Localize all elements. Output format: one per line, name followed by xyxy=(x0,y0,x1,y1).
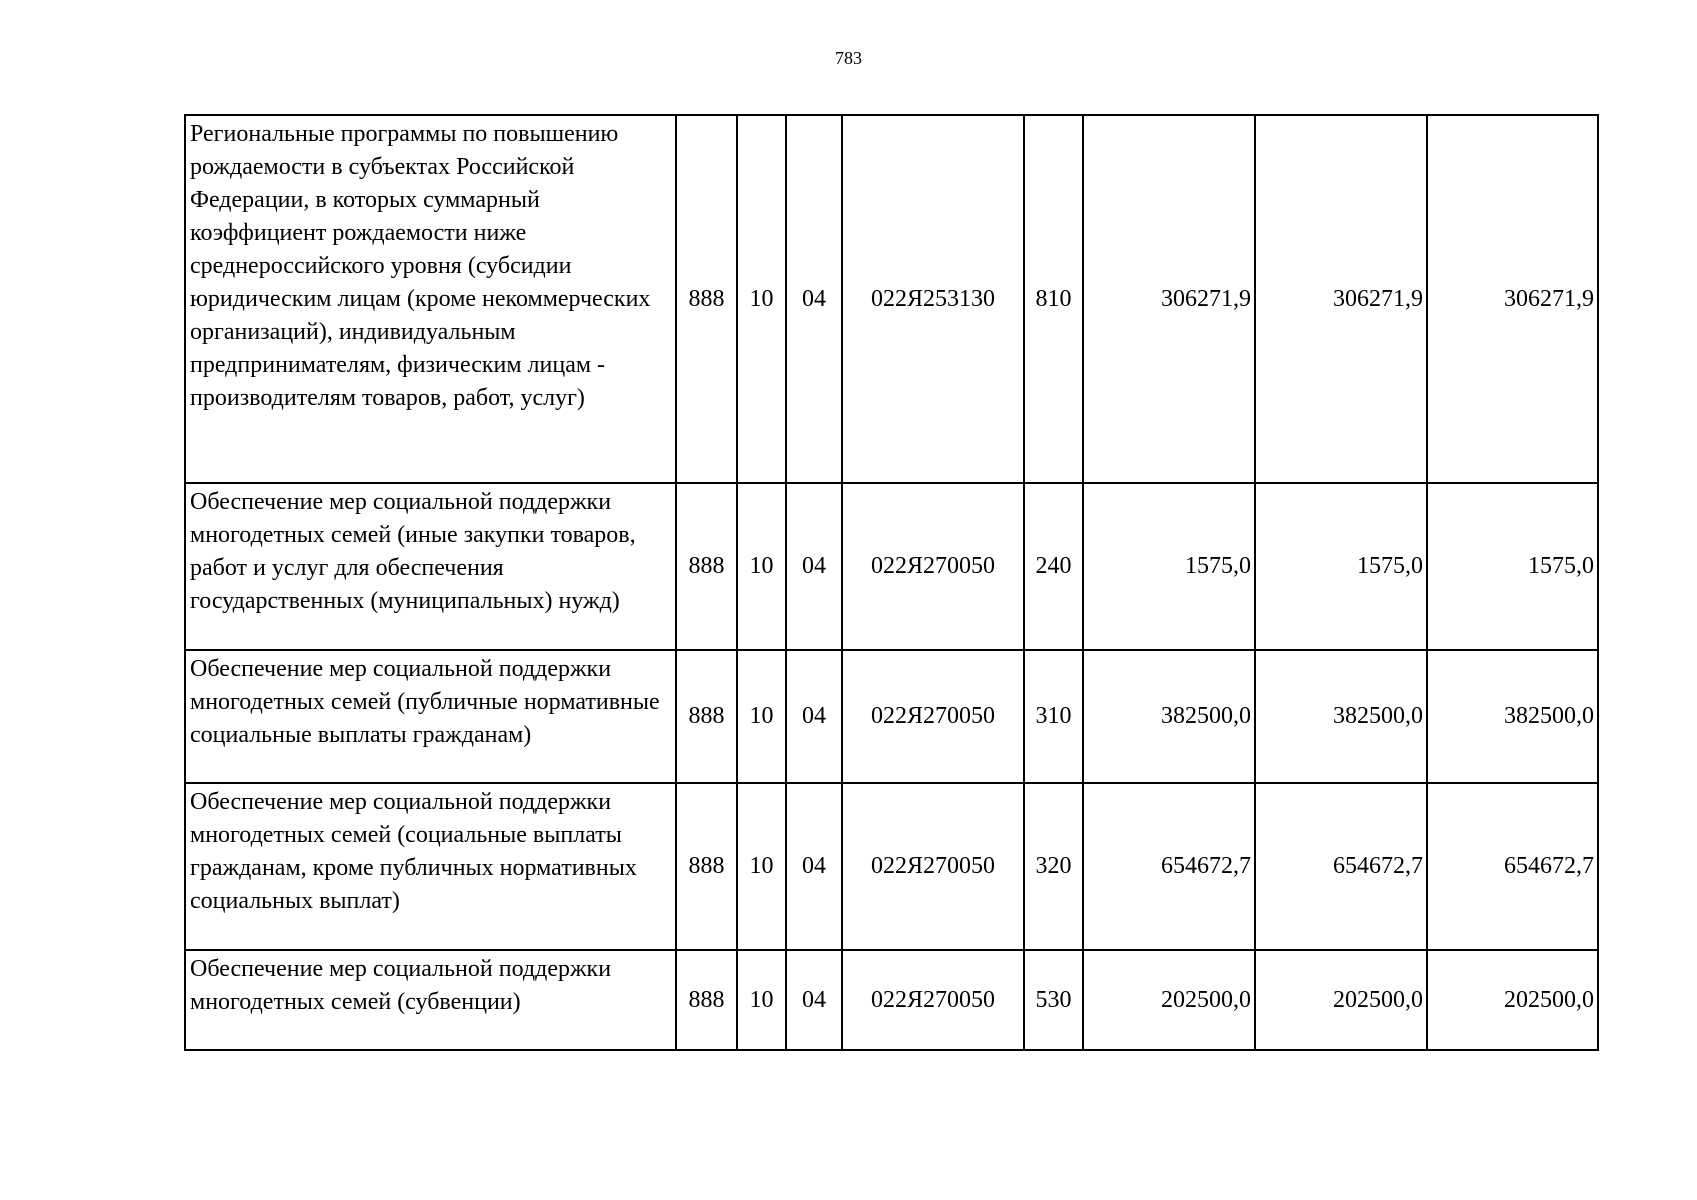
section-code-cell: 10 xyxy=(737,115,786,483)
table-row xyxy=(185,950,1598,1050)
section-code-cell: 10 xyxy=(737,483,786,650)
target-article-cell: 022Я253130 xyxy=(842,115,1024,483)
target-article-cell: 022Я270050 xyxy=(842,950,1024,1050)
expense-type-cell: 310 xyxy=(1024,650,1083,783)
target-article-cell: 022Я270050 xyxy=(842,650,1024,783)
amount-cell-3: 202500,0 xyxy=(1427,950,1598,1050)
subsection-code-cell: 04 xyxy=(786,115,842,483)
amount-cell-1: 306271,9 xyxy=(1083,115,1255,483)
row-name-cell: Обеспечение мер социальной поддержки многодетных семей (социальные выплаты гражданам, кроме публичных нормативных социальных выплат) xyxy=(185,783,676,950)
expense-type-cell: 320 xyxy=(1024,783,1083,950)
amount-cell-2: 1575,0 xyxy=(1255,483,1427,650)
amount-cell-2: 654672,7 xyxy=(1255,783,1427,950)
row-name-cell: Региональные программы по повышению рождаемости в субъектах Российской Федерации, в которых суммарный коэффициент рождаемости ниже среднероссийского уровня (субсидии юридическим лицам (кроме некоммерческих организаций), индивидуальным предпринимателям, физическим лицам - производителям товаров, работ, услуг) xyxy=(185,115,676,483)
ministry-code-cell: 888 xyxy=(676,650,737,783)
ministry-code-cell: 888 xyxy=(676,950,737,1050)
ministry-code-cell: 888 xyxy=(676,783,737,950)
amount-cell-1: 202500,0 xyxy=(1083,950,1255,1050)
subsection-code-cell: 04 xyxy=(786,783,842,950)
section-code-cell: 10 xyxy=(737,950,786,1050)
target-article-cell: 022Я270050 xyxy=(842,483,1024,650)
row-name-cell: Обеспечение мер социальной поддержки многодетных семей (иные закупки товаров, работ и услуг для обеспечения государственных (муниципальных) нужд) xyxy=(185,483,676,650)
section-code-cell: 10 xyxy=(737,650,786,783)
row-name-cell: Обеспечение мер социальной поддержки многодетных семей (публичные нормативные социальные выплаты гражданам) xyxy=(185,650,676,783)
target-article-cell: 022Я270050 xyxy=(842,783,1024,950)
subsection-code-cell: 04 xyxy=(786,483,842,650)
ministry-code-cell: 888 xyxy=(676,115,737,483)
expense-type-cell: 810 xyxy=(1024,115,1083,483)
budget-table xyxy=(184,114,1599,1051)
amount-cell-3: 382500,0 xyxy=(1427,650,1598,783)
row-name-cell: Обеспечение мер социальной поддержки многодетных семей (субвенции) xyxy=(185,950,676,1050)
subsection-code-cell: 04 xyxy=(786,950,842,1050)
amount-cell-3: 1575,0 xyxy=(1427,483,1598,650)
amount-cell-1: 654672,7 xyxy=(1083,783,1255,950)
table-row xyxy=(185,483,1598,650)
expense-type-cell: 240 xyxy=(1024,483,1083,650)
table-row xyxy=(185,115,1598,483)
amount-cell-2: 202500,0 xyxy=(1255,950,1427,1050)
page-number: 783 xyxy=(835,48,862,68)
subsection-code-cell: 04 xyxy=(786,650,842,783)
amount-cell-2: 306271,9 xyxy=(1255,115,1427,483)
table-row xyxy=(185,783,1598,950)
amount-cell-3: 654672,7 xyxy=(1427,783,1598,950)
section-code-cell: 10 xyxy=(737,783,786,950)
amount-cell-3: 306271,9 xyxy=(1427,115,1598,483)
amount-cell-2: 382500,0 xyxy=(1255,650,1427,783)
amount-cell-1: 1575,0 xyxy=(1083,483,1255,650)
expense-type-cell: 530 xyxy=(1024,950,1083,1050)
table-row xyxy=(185,650,1598,783)
amount-cell-1: 382500,0 xyxy=(1083,650,1255,783)
ministry-code-cell: 888 xyxy=(676,483,737,650)
